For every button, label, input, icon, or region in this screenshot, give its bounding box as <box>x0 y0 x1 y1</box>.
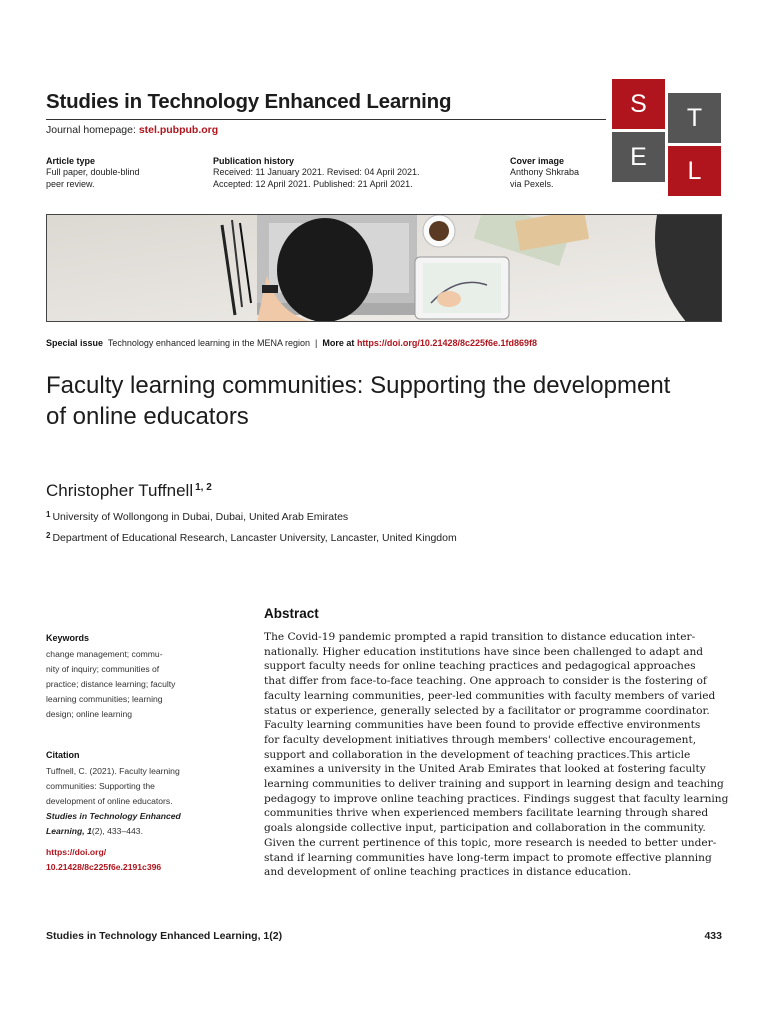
abstract-line: Faculty learning communities have been found to provide effective environments <box>264 719 701 732</box>
citation-line: development of online educators. <box>46 796 173 806</box>
logo-letter-s: S <box>612 79 665 129</box>
special-issue-text: Technology enhanced learning in the MENA region <box>107 338 311 348</box>
abstract-line: goals alongside collective input, participation and collaboration in the community. <box>264 822 706 835</box>
publication-history-line: Accepted: 12 April 2021. Published: 21 April 2021. <box>213 179 413 189</box>
cover-photo <box>46 214 722 322</box>
article-type-block <box>46 156 140 190</box>
article-type-line: peer review. <box>46 179 95 189</box>
author-affiliation-marks: 1, 2 <box>195 482 212 493</box>
abstract-line: The Covid-19 pandemic prompted a rapid transition to distance education inter- <box>264 631 696 643</box>
abstract-body <box>264 630 729 880</box>
affiliation-number: 2 <box>46 531 51 540</box>
affiliation-1 <box>46 510 348 523</box>
abstract-line: that differ from face-to-face teaching. One approach to consider is the fostering of <box>264 675 707 688</box>
abstract-heading: Abstract <box>264 606 319 621</box>
logo-letter-e: E <box>612 132 665 182</box>
citation-journal: Studies in Technology Enhanced <box>46 811 181 821</box>
citation-doi-line[interactable]: 10.21428/8c225f6e.2191c396 <box>46 862 162 872</box>
article-type-label: Article type <box>46 156 96 166</box>
abstract-line: communities thrive when experienced members facilitate learning through shared <box>264 807 709 820</box>
publication-history-label: Publication history <box>213 156 295 166</box>
publication-history-block <box>213 156 419 190</box>
cover-image-line: via Pexels. <box>510 179 554 189</box>
special-issue-link[interactable]: https://doi.org/10.21428/8c225f6e.1fd869f8 <box>356 338 538 348</box>
keywords-line: practice; distance learning; faculty <box>46 679 176 689</box>
article-type-line: Full paper, double-blind <box>46 167 140 177</box>
author-name: Christopher Tuffnell <box>46 481 194 500</box>
affiliation-text: Department of Educational Research, Lancaster University, Lancaster, United Kingdom <box>52 532 457 544</box>
cover-image-line: Anthony Shkraba <box>510 167 580 177</box>
keywords-line: learning communities; learning <box>46 694 163 704</box>
keywords-line: design; online learning <box>46 709 133 719</box>
affiliation-2 <box>46 531 457 544</box>
cover-image-block <box>510 156 579 190</box>
abstract-line: examines a university in the United Arab Emirates that looked at fostering faculty <box>264 763 706 776</box>
journal-homepage <box>46 124 218 136</box>
keywords-line: change management; commu- <box>46 649 163 659</box>
citation-line: Tuffnell, C. (2021). Faculty learning <box>46 766 180 776</box>
abstract-line: learning communities to deliver training and support in learning design and teaching <box>264 778 724 791</box>
affiliation-number: 1 <box>46 510 51 519</box>
abstract-line: faculty learning communities, peer-led communities with faculty members of varied <box>264 689 716 702</box>
abstract-line: pedagogy to improve online teaching practices. Findings suggest that faculty learning <box>264 792 729 805</box>
homepage-label: Journal homepage: <box>46 124 139 136</box>
cover-image-label: Cover image <box>510 156 565 166</box>
citation-heading: Citation <box>46 750 80 760</box>
keywords-heading: Keywords <box>46 633 90 643</box>
citation-journal-volume: Learning, 1 <box>46 826 92 836</box>
author-name-block <box>46 481 212 501</box>
abstract-line: Given the current pertinence of this topic, more research is needed to better under- <box>264 836 717 849</box>
homepage-link[interactable]: stel.pubpub.org <box>138 124 219 136</box>
abstract-line: support faculty needs for online teaching practices and pedagogical approaches <box>264 660 696 673</box>
affiliation-text: University of Wollongong in Dubai, Dubai, United Arab Emirates <box>52 511 349 523</box>
separator: | <box>315 338 318 348</box>
special-issue-line <box>46 338 537 348</box>
citation-doi-line[interactable]: https://doi.org/ <box>46 847 107 857</box>
abstract-line: status or experience, generally selected by a facilitator or programme coordinator. <box>264 704 710 717</box>
footer-journal: Studies in Technology Enhanced Learning, 1(2) <box>46 930 283 942</box>
abstract-line: nationally. Higher education institutions have since been challenged to adapt and <box>264 645 704 658</box>
special-issue-label: Special issue <box>46 338 104 348</box>
citation-line: communities: Supporting the <box>46 781 155 791</box>
abstract-line: stand if learning communities have long-term impact to promote effective planning <box>264 851 712 864</box>
title-rule <box>46 119 606 120</box>
cover-photo-illustration <box>47 215 722 322</box>
abstract-line: support and collaboration in the development of teaching practices.This article <box>264 748 691 761</box>
citation-text <box>46 764 216 839</box>
citation-issue-pages: (2), 433–443. <box>91 826 143 836</box>
page-number: 433 <box>704 930 722 942</box>
paper-title: Faculty learning communities: Supporting the development of online educators <box>46 372 671 430</box>
keywords-line: nity of inquiry; communities of <box>46 664 160 674</box>
journal-title: Studies in Technology Enhanced Learning <box>46 90 452 113</box>
logo-letter-t: T <box>668 93 721 143</box>
keywords-list <box>46 647 216 722</box>
abstract-line: and development of online teaching practices in distance education. <box>264 866 632 879</box>
logo-letter-l: L <box>668 146 721 196</box>
abstract-line: for faculty development initiatives through members' collective encouragement, <box>264 733 697 746</box>
more-at-label: More at <box>322 338 355 348</box>
citation-doi[interactable] <box>46 845 216 875</box>
publication-history-line: Received: 11 January 2021. Revised: 04 April 2021. <box>213 167 420 177</box>
